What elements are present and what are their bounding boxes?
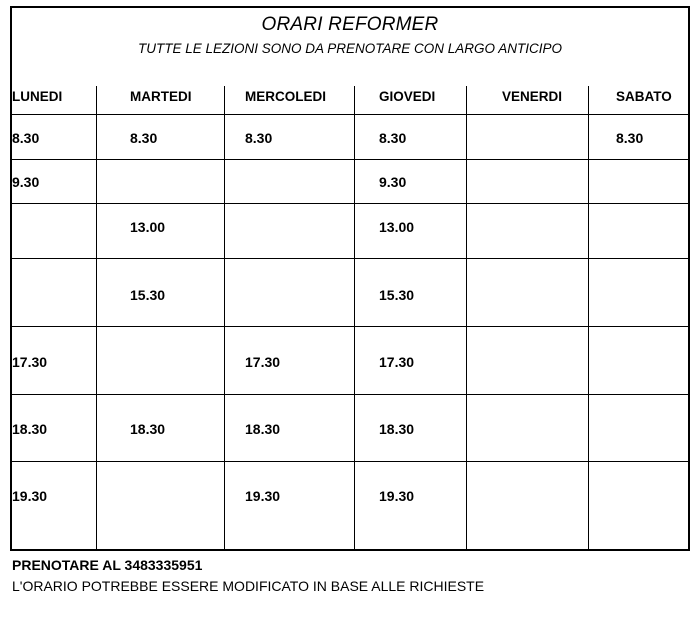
time-slot: 15.30 — [130, 287, 166, 303]
column-divider — [96, 86, 97, 551]
row-divider — [12, 394, 688, 395]
schedule-note: L'ORARIO POTREBBE ESSERE MODIFICATO IN BASE ALLE RICHIESTE — [12, 578, 485, 594]
row-divider — [12, 159, 688, 160]
row-divider — [12, 258, 688, 259]
time-slot: 19.30 — [379, 488, 415, 504]
time-slot: 9.30 — [12, 174, 40, 190]
day-header-sabato: SABATO — [616, 89, 672, 104]
time-slot: 13.00 — [379, 219, 415, 235]
time-slot: 18.30 — [245, 421, 281, 437]
row-divider — [12, 461, 688, 462]
time-slot: 15.30 — [379, 287, 415, 303]
time-slot: 8.30 — [245, 130, 273, 146]
time-slot: 18.30 — [130, 421, 166, 437]
time-slot: 8.30 — [130, 130, 158, 146]
row-divider — [12, 326, 688, 327]
column-divider — [588, 86, 589, 551]
time-slot: 18.30 — [379, 421, 415, 437]
booking-phone: PRENOTARE AL 3483335951 — [12, 557, 203, 573]
time-slot: 8.30 — [616, 130, 644, 146]
column-divider — [224, 86, 225, 551]
time-slot: 17.30 — [379, 354, 415, 370]
time-slot: 9.30 — [379, 174, 407, 190]
time-slot: 8.30 — [12, 130, 40, 146]
row-divider — [12, 114, 688, 115]
day-header-martedi: MARTEDI — [130, 89, 192, 104]
column-divider — [354, 86, 355, 551]
time-slot: 17.30 — [12, 354, 48, 370]
day-header-lunedi: LUNEDI — [12, 89, 63, 104]
day-header-venerdi: VENERDI — [502, 89, 563, 104]
page-subtitle: TUTTE LE LEZIONI SONO DA PRENOTARE CON LARGO ANTICIPO — [137, 41, 563, 56]
time-slot: 19.30 — [12, 488, 48, 504]
time-slot: 19.30 — [245, 488, 281, 504]
column-divider — [466, 86, 467, 551]
schedule-frame — [10, 6, 690, 551]
row-divider — [12, 203, 688, 204]
day-header-giovedi: GIOVEDI — [379, 89, 436, 104]
day-header-mercoledi: MERCOLEDI — [245, 89, 326, 104]
time-slot: 8.30 — [379, 130, 407, 146]
page-title: ORARI REFORMER — [261, 14, 439, 35]
time-slot: 13.00 — [130, 219, 166, 235]
time-slot: 18.30 — [12, 421, 48, 437]
time-slot: 17.30 — [245, 354, 281, 370]
